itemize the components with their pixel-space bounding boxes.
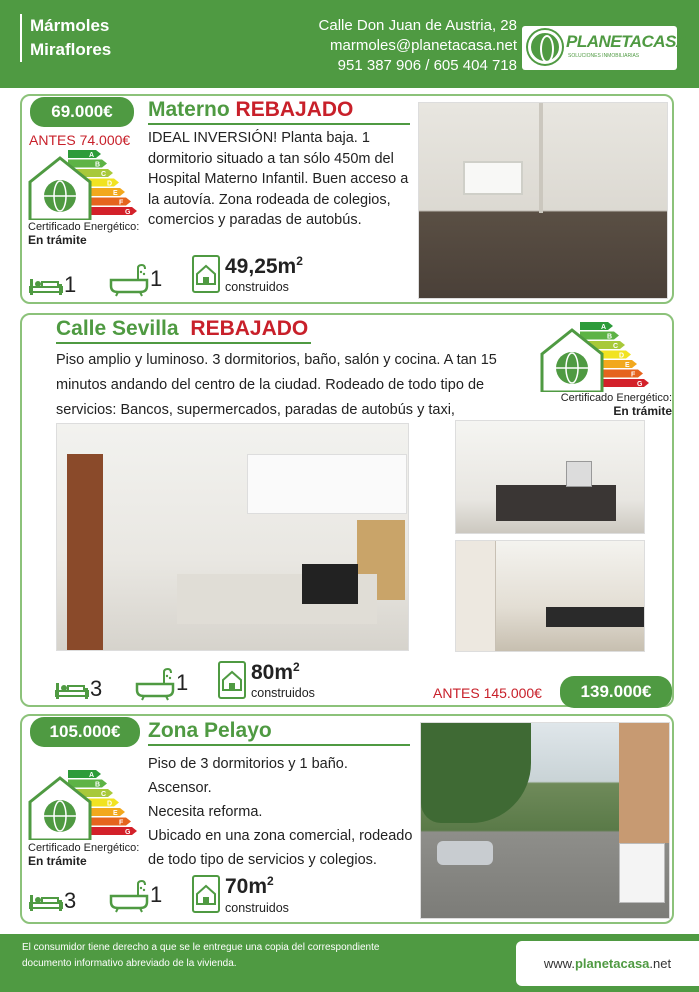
energy-rating-graphic (540, 320, 650, 392)
energy-bar-a (68, 770, 101, 778)
address: Calle Don Juan de Austria, 28 (318, 17, 517, 34)
energy-letter-a: A (89, 152, 95, 159)
bathtub-icon (108, 878, 150, 914)
house-area-icon (191, 874, 221, 914)
footer (0, 934, 699, 992)
price-badge: 69.000€ (30, 97, 134, 127)
energy-letter-b: B (95, 781, 101, 789)
price-badge: 105.000€ (30, 717, 140, 747)
building-shape (619, 723, 669, 843)
logo-name: PLANETACASA (566, 32, 688, 51)
energy-certificate (28, 842, 139, 869)
area-label: construidos (251, 686, 315, 700)
agency-name (20, 14, 111, 62)
energy-bar-b (580, 332, 619, 340)
desc-line: Ubicado en una zona comercial, rodeado (148, 828, 413, 844)
desc-line: Piso de 3 dormitorios y 1 baño. Ascensor. (148, 756, 348, 796)
tree-shape (421, 723, 531, 823)
built-area (217, 658, 357, 702)
area-unit-sup: 2 (267, 874, 274, 888)
area-label: construidos (225, 901, 289, 915)
energy-letter-f: F (119, 199, 124, 207)
web-prefix: www. (543, 956, 575, 971)
website-link[interactable] (516, 941, 699, 986)
bathrooms-count: 1 (176, 669, 189, 695)
bedrooms-count: 1 (64, 272, 77, 297)
web-suffix: .net (649, 956, 672, 971)
logo-subtitle: SOLUCIONES INMOBILIARIAS (568, 53, 640, 59)
area-label: construidos (225, 280, 289, 294)
energy-letter-d: D (107, 800, 113, 808)
area-unit-sup: 2 (296, 254, 303, 268)
area-value: 70m (225, 875, 268, 898)
bathrooms (134, 666, 188, 702)
agency-line-1: Mármoles (30, 16, 110, 35)
price-badge: 139.000€ (560, 676, 672, 708)
cabinet-shape (247, 454, 407, 514)
energy-bar-a (580, 322, 613, 330)
energy-letter-e: E (625, 362, 630, 369)
listing-title (148, 98, 410, 125)
house-area-icon (217, 660, 247, 700)
photo-office[interactable] (455, 420, 645, 534)
legal-line-2: documento informativo abreviado de la vivienda. (22, 958, 237, 969)
energy-letter-f: F (631, 371, 636, 379)
energy-letter-b: B (95, 161, 101, 169)
contact-info (319, 16, 517, 76)
legal-line-1: El consumidor tiene derecho a que se le entregue una copia del correspondiente (22, 942, 380, 953)
cert-value: En trámite (28, 233, 87, 247)
built-area (191, 252, 331, 296)
energy-letter-a: A (601, 324, 607, 331)
car-shape (437, 841, 493, 865)
energy-letter-c: C (613, 343, 619, 350)
bathrooms-count: 1 (150, 881, 163, 907)
energy-letter-c: C (101, 171, 107, 178)
bedrooms (28, 888, 76, 914)
cert-value: En trámite (28, 854, 87, 868)
title-text: Materno (148, 98, 230, 121)
bedrooms (54, 676, 102, 702)
bed-icon (28, 891, 64, 913)
title-text: Calle Sevilla (56, 317, 179, 340)
energy-letter-c: C (101, 791, 107, 798)
listing-description: Piso amplio y luminoso. 3 dormitorios, baño, salón y cocina. A tan 15 minutos andando del centro de la ciudad. Rodeado de todo tipo de servicios: Bancos, supermercados, paradas de autobús y taxi, (56, 352, 497, 418)
energy-letter-g: G (637, 381, 643, 388)
area-unit-sup: 2 (293, 660, 300, 674)
desk-shape (496, 485, 616, 521)
cert-label: Certificado Energético: (28, 842, 140, 854)
cert-label: Certificado Energético: (28, 221, 140, 233)
monitor-shape (302, 564, 358, 604)
title-text: Zona Pelayo (148, 719, 272, 742)
energy-letter-b: B (607, 333, 613, 341)
bed-icon (54, 679, 90, 701)
rebajado-label: REBAJADO (190, 317, 309, 340)
cabinet-shape (456, 541, 496, 652)
energy-letter-f: F (119, 819, 124, 827)
energy-bar-a (68, 150, 101, 158)
desc-line: de todo tipo de servicios y colegios. (148, 852, 377, 868)
bed-icon (28, 275, 64, 297)
agency-line-2: Miraflores (30, 40, 112, 59)
bedrooms-count: 3 (90, 676, 103, 701)
energy-certificate (542, 392, 672, 419)
header (0, 0, 699, 88)
bathtub-icon (134, 666, 176, 702)
area-value: 49,25m (225, 255, 297, 278)
bathtub-icon (108, 262, 150, 298)
old-price: ANTES 74.000€ (29, 132, 131, 148)
photo-kitchen[interactable] (455, 540, 645, 652)
energy-bar-b (68, 160, 107, 168)
photo-street[interactable] (420, 722, 670, 919)
rebajado-label: REBAJADO (235, 98, 354, 121)
energy-letter-g: G (125, 829, 131, 836)
window-shape (463, 161, 523, 195)
planetacasa-logo (522, 26, 688, 70)
listing-title (56, 317, 311, 344)
house-area-icon (191, 254, 221, 294)
energy-rating-graphic (28, 148, 138, 220)
listing-title (148, 719, 410, 746)
cert-label: Certificado Energético: (560, 392, 672, 404)
energy-letter-d: D (107, 180, 113, 188)
listing-description (148, 752, 413, 872)
bedrooms (28, 272, 76, 298)
monitor-shape (566, 461, 592, 487)
globe-icon (528, 30, 562, 64)
energy-certificate (28, 221, 139, 248)
bathrooms-count: 1 (150, 265, 163, 291)
listing-description: IDEAL INVERSIÓN! Planta baja. 1 dormitorio situado a tan sólo 450m del Hospital Materno Infantil. Buen acceso a la autovía. Zona rodeada de colegios, comercios y paradas de autobús. (148, 130, 409, 228)
photo-bedroom[interactable] (418, 102, 668, 299)
energy-letter-g: G (125, 209, 131, 216)
area-value: 80m (251, 661, 294, 684)
van-shape (619, 843, 665, 903)
energy-bar-b (68, 780, 107, 788)
energy-letter-e: E (113, 190, 118, 197)
legal-notice (22, 940, 442, 972)
energy-letter-d: D (619, 352, 625, 360)
energy-letter-e: E (113, 810, 118, 817)
web-brand: planetacasa (574, 956, 650, 971)
wall-corner (539, 103, 543, 213)
energy-letter-a: A (89, 772, 95, 779)
counter-shape (546, 607, 645, 627)
old-price: ANTES 145.000€ (433, 685, 542, 701)
energy-rating-graphic (28, 768, 138, 840)
bathrooms (108, 262, 162, 298)
built-area (191, 872, 331, 918)
phones[interactable]: 951 387 906 / 605 404 718 (337, 57, 517, 74)
bathrooms (108, 878, 162, 914)
bedrooms-count: 3 (64, 888, 77, 913)
email[interactable]: marmoles@planetacasa.net (330, 37, 517, 54)
door-shape (67, 454, 103, 650)
photo-office-living[interactable] (56, 423, 409, 651)
desc-line: Necesita reforma. (148, 804, 263, 820)
cert-value: En trámite (613, 404, 672, 418)
